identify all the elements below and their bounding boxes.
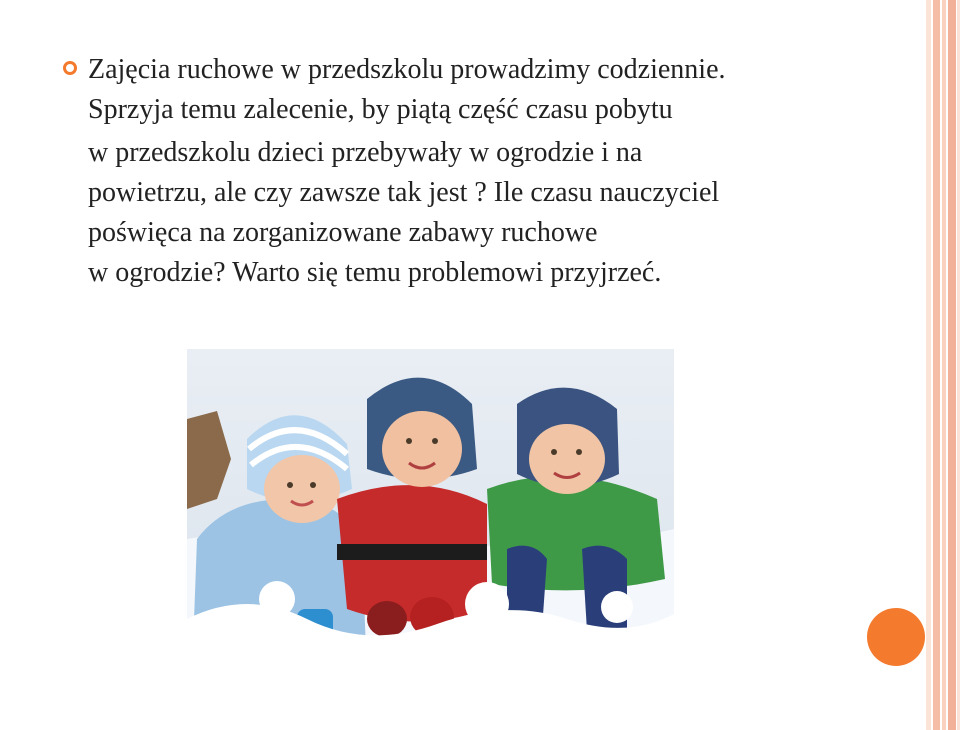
border-stripe: [933, 0, 940, 730]
photo-illustration: [187, 349, 674, 675]
slide-paragraph: [88, 50, 848, 293]
border-stripe: [942, 0, 946, 730]
paragraph-line: poświęca na zorganizowane zabawy ruchowe: [88, 217, 598, 248]
bullet-icon: [63, 61, 77, 75]
border-stripe: [948, 0, 956, 730]
paragraph-line: Sprzyja temu zalecenie, by piątą część czasu pobytu: [88, 94, 673, 125]
paragraph-line: powietrzu, ale czy zawsze tak jest ? Ile czasu nauczyciel: [88, 177, 720, 208]
paragraph-line: w ogrodzie? Warto się temu problemowi przyjrzeć.: [88, 257, 662, 288]
right-border-stripes: [926, 0, 960, 730]
paragraph-line: Zajęcia ruchowe w przedszkolu prowadzimy codziennie.: [88, 54, 726, 85]
decorative-orange-circle: [867, 608, 925, 666]
border-stripe: [926, 0, 931, 730]
children-in-snow-photo: [187, 349, 674, 675]
paragraph-line: w przedszkolu dzieci przebywały w ogrodzie i na: [88, 137, 643, 168]
